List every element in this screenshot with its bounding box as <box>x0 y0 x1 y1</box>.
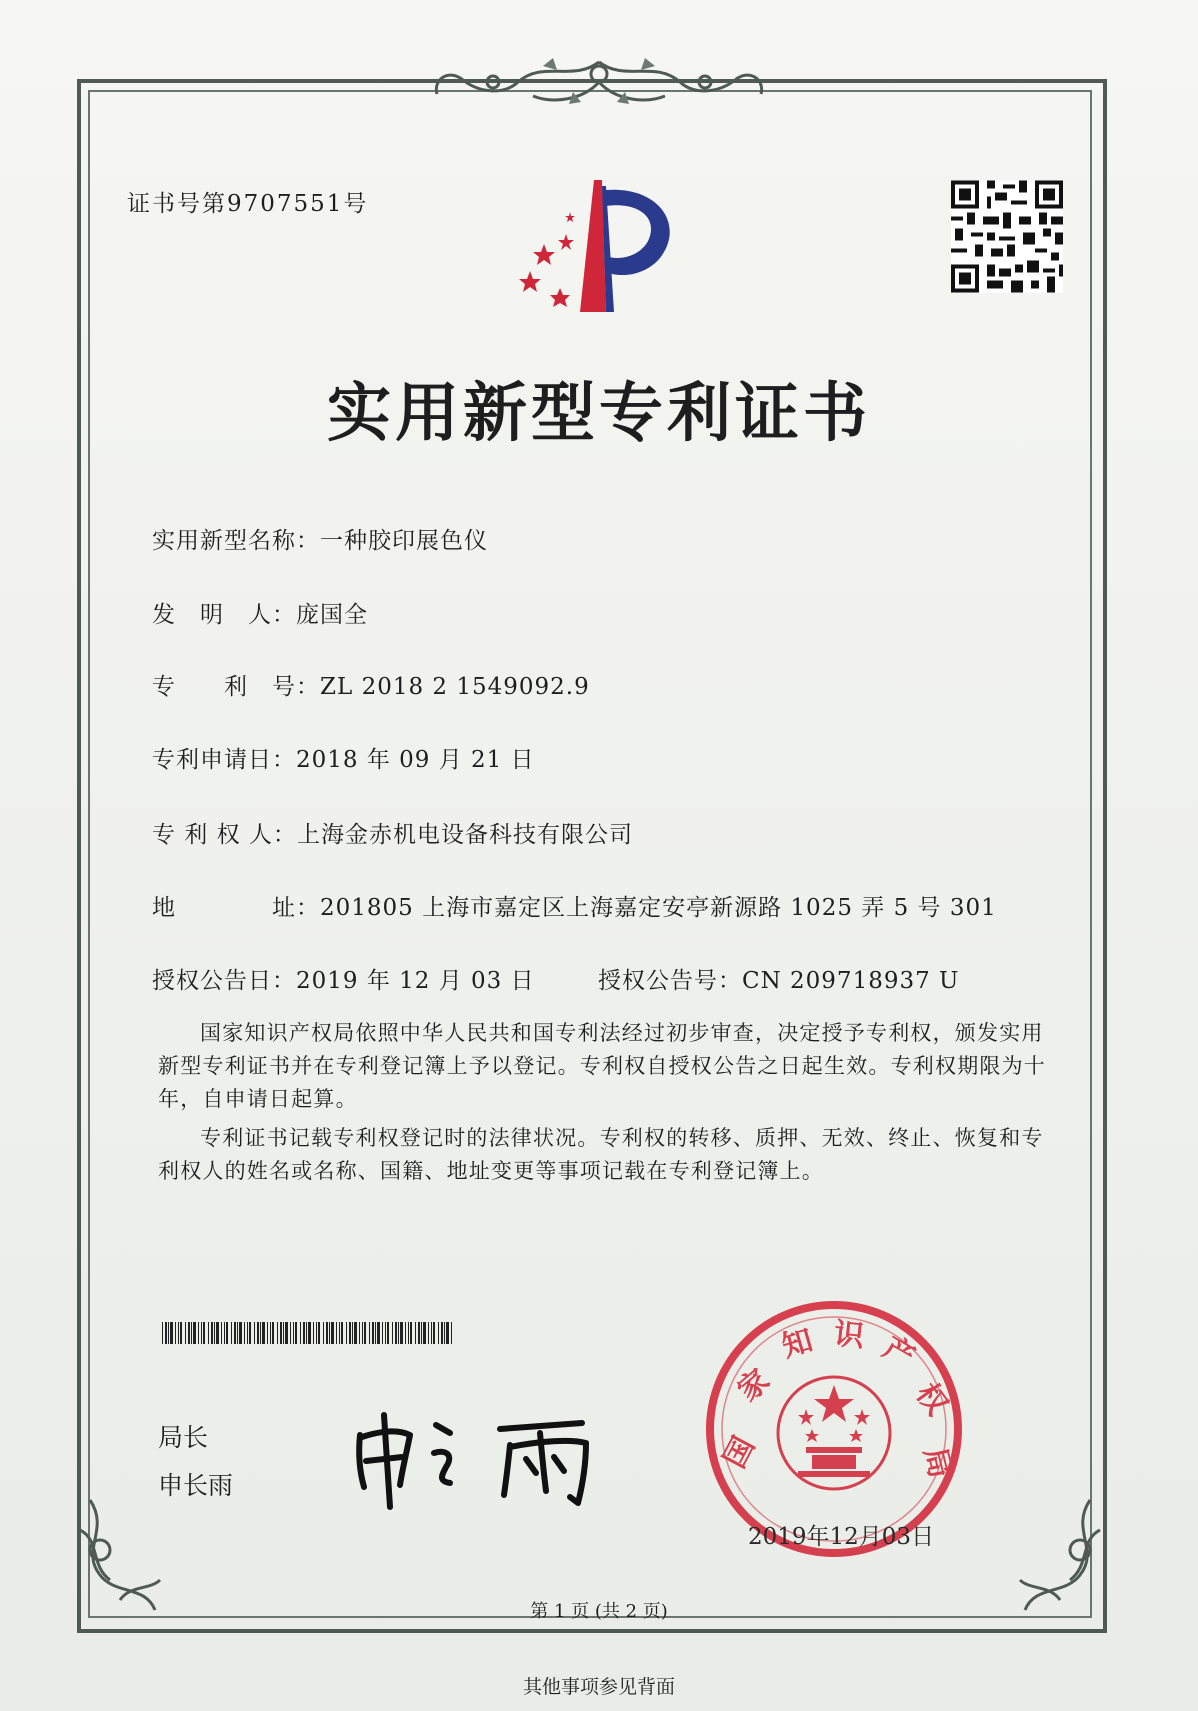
page-number: 第 1 页 (共 2 页) <box>530 1601 668 1622</box>
paragraph-1: 国家知识产权局依照中华人民共和国专利法经过初步审查，决定授予专利权，颁发实用新型专利证书并在专利登记簿上予以登记。专利权自授权公告之日起生效。专利权期限为十年，自申请日起算。 <box>158 1021 1046 1111</box>
field-label: 发 明 人： <box>152 602 296 628</box>
sipo-logo-icon <box>510 176 690 316</box>
field-value: 2018 年 09 月 21 日 <box>296 747 535 773</box>
field-label: 授权公告号： <box>598 968 742 994</box>
field-value: 2019 年 12 月 03 日 <box>296 968 535 994</box>
field-address <box>152 889 997 922</box>
field-label: 授权公告日： <box>152 968 296 994</box>
field-value: 庞国全 <box>296 602 368 628</box>
field-label: 专 利 权 人： <box>152 822 297 848</box>
field-patent-number <box>152 668 590 701</box>
signatory-title: 局长 <box>158 1423 209 1452</box>
field-label: 地 址： <box>152 895 320 921</box>
field-value: 上海金赤机电设备科技有限公司 <box>296 822 633 848</box>
field-value: ZL 2018 2 1549092.9 <box>320 674 590 700</box>
field-utility-model-name <box>152 522 488 555</box>
certificate-number: 证书号第9707551号 <box>127 191 369 217</box>
field-value: 201805 上海市嘉定区上海嘉定安亭新源路 1025 弄 5 号 301 <box>320 895 997 921</box>
field-value: 一种胶印展色仪 <box>320 528 488 554</box>
signatory-name: 申长雨 <box>158 1471 234 1500</box>
field-filing-date <box>152 741 535 774</box>
svg-text:国: 国 <box>717 1431 763 1474</box>
top-ornament-icon <box>423 52 775 116</box>
page-title: 实用新型专利证书 <box>327 377 871 451</box>
svg-text:知: 知 <box>778 1322 817 1365</box>
field-inventor <box>152 596 368 629</box>
field-patentee <box>152 816 633 849</box>
field-value: CN 209718937 U <box>742 968 960 994</box>
svg-text:产: 产 <box>877 1330 921 1376</box>
paragraph-2: 专利证书记载专利权登记时的法律状况。专利权的转移、质押、无效、终止、恢复和专利权人的姓名或名称、国籍、地址变更等事项记载在专利登记簿上。 <box>158 1126 1044 1183</box>
field-label: 专利申请日： <box>152 747 296 773</box>
back-note: 其他事项参见背面 <box>522 1676 675 1698</box>
field-grant-number <box>598 962 959 995</box>
svg-text:局: 局 <box>916 1443 958 1482</box>
svg-text:家: 家 <box>731 1362 777 1409</box>
field-label: 实用新型名称： <box>152 528 320 554</box>
signature-icon <box>350 1395 610 1515</box>
barcode-icon <box>162 1322 454 1344</box>
qr-code-icon <box>951 178 1063 295</box>
field-label: 专 利 号： <box>152 674 320 700</box>
svg-text:权: 权 <box>908 1376 955 1422</box>
svg-text:识: 识 <box>832 1316 866 1355</box>
field-grant-date <box>152 962 535 995</box>
seal-date: 2019年12月03日 <box>748 1524 935 1550</box>
